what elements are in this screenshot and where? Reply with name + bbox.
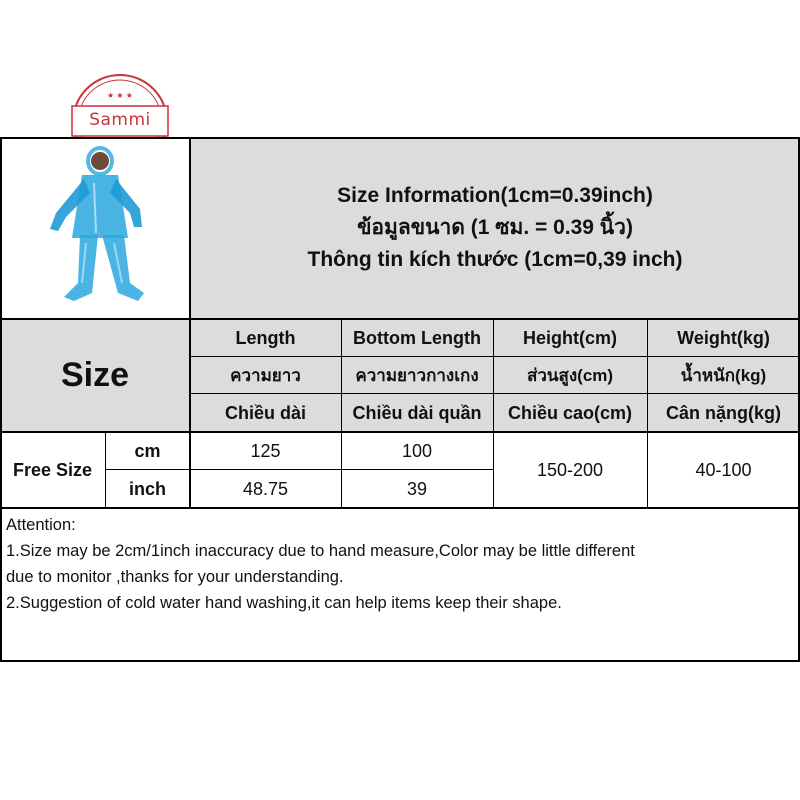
col-header-height-th: ส่วนสูง(cm) xyxy=(493,357,647,394)
free-size-label: Free Size xyxy=(12,459,93,480)
grid-line xyxy=(0,507,800,509)
grid-line xyxy=(0,137,800,139)
col-header-length-vi: Chiều dài xyxy=(190,394,341,432)
col-header-length-th: ความยาว xyxy=(190,357,341,394)
unit-inch: inch xyxy=(128,478,166,499)
weight-value: 40-100 xyxy=(695,459,752,480)
col-header-weight-th: น้ำหนัก(kg) xyxy=(647,357,800,394)
title-line-vietnamese: Thông tin kích thước (1cm=0,39 inch) xyxy=(307,248,683,271)
col-header-length-en: Length xyxy=(190,319,341,357)
col-header-height-vi: Chiều cao(cm) xyxy=(493,394,647,432)
col-header-bottom-length-th: ความยาวกางเกง xyxy=(341,357,493,394)
notes-line-3: 2.Suggestion of cold water hand washing,it can help items keep their shape. xyxy=(6,594,562,612)
attention-notes xyxy=(0,508,800,662)
col-header-weight-en: Weight(kg) xyxy=(647,319,800,357)
stamp-text: Sammi xyxy=(89,110,151,130)
grid-line xyxy=(0,137,2,662)
grid-line xyxy=(341,319,342,508)
bottom-length-inch-value: 39 xyxy=(406,478,428,499)
grid-line xyxy=(0,431,800,433)
col-header-bottom-length-vi: Chiều dài quần xyxy=(341,394,493,432)
grid-line xyxy=(647,319,648,508)
size-info-title xyxy=(190,137,800,319)
grid-line xyxy=(190,356,800,357)
bottom-length-cm-value: 100 xyxy=(401,440,433,461)
grid-line xyxy=(0,660,800,662)
notes-heading: Attention: xyxy=(6,516,76,534)
grid-line xyxy=(105,432,106,508)
height-value: 150-200 xyxy=(536,459,604,480)
unit-cm: cm xyxy=(134,440,161,461)
product-photo-cell xyxy=(0,137,190,319)
notes-line-1: 1.Size may be 2cm/1inch inaccuracy due to hand measure,Color may be little different xyxy=(6,542,635,560)
col-header-weight-vi: Cân nặng(kg) xyxy=(647,394,800,432)
length-cm-value: 125 xyxy=(250,440,281,461)
blue-raincoat-photo-icon xyxy=(10,143,180,313)
title-line-english: Size Information(1cm=0.39inch) xyxy=(337,184,653,207)
grid-line xyxy=(0,318,800,320)
col-header-bottom-length-en: Bottom Length xyxy=(341,319,493,357)
size-chart xyxy=(0,137,800,662)
size-header: Size xyxy=(0,319,190,432)
notes-line-2: due to monitor ,thanks for your understanding. xyxy=(6,568,344,586)
length-inch-value: 48.75 xyxy=(242,478,289,499)
grid-line xyxy=(190,393,800,394)
col-header-height-en: Height(cm) xyxy=(493,319,647,357)
grid-line xyxy=(493,319,494,508)
svg-text:★ ★ ★: ★ ★ ★ xyxy=(107,91,133,100)
grid-line xyxy=(105,469,493,470)
grid-line xyxy=(189,137,191,508)
title-line-thai: ข้อมูลขนาด (1 ซม. = 0.39 นิ้ว) xyxy=(357,216,633,239)
